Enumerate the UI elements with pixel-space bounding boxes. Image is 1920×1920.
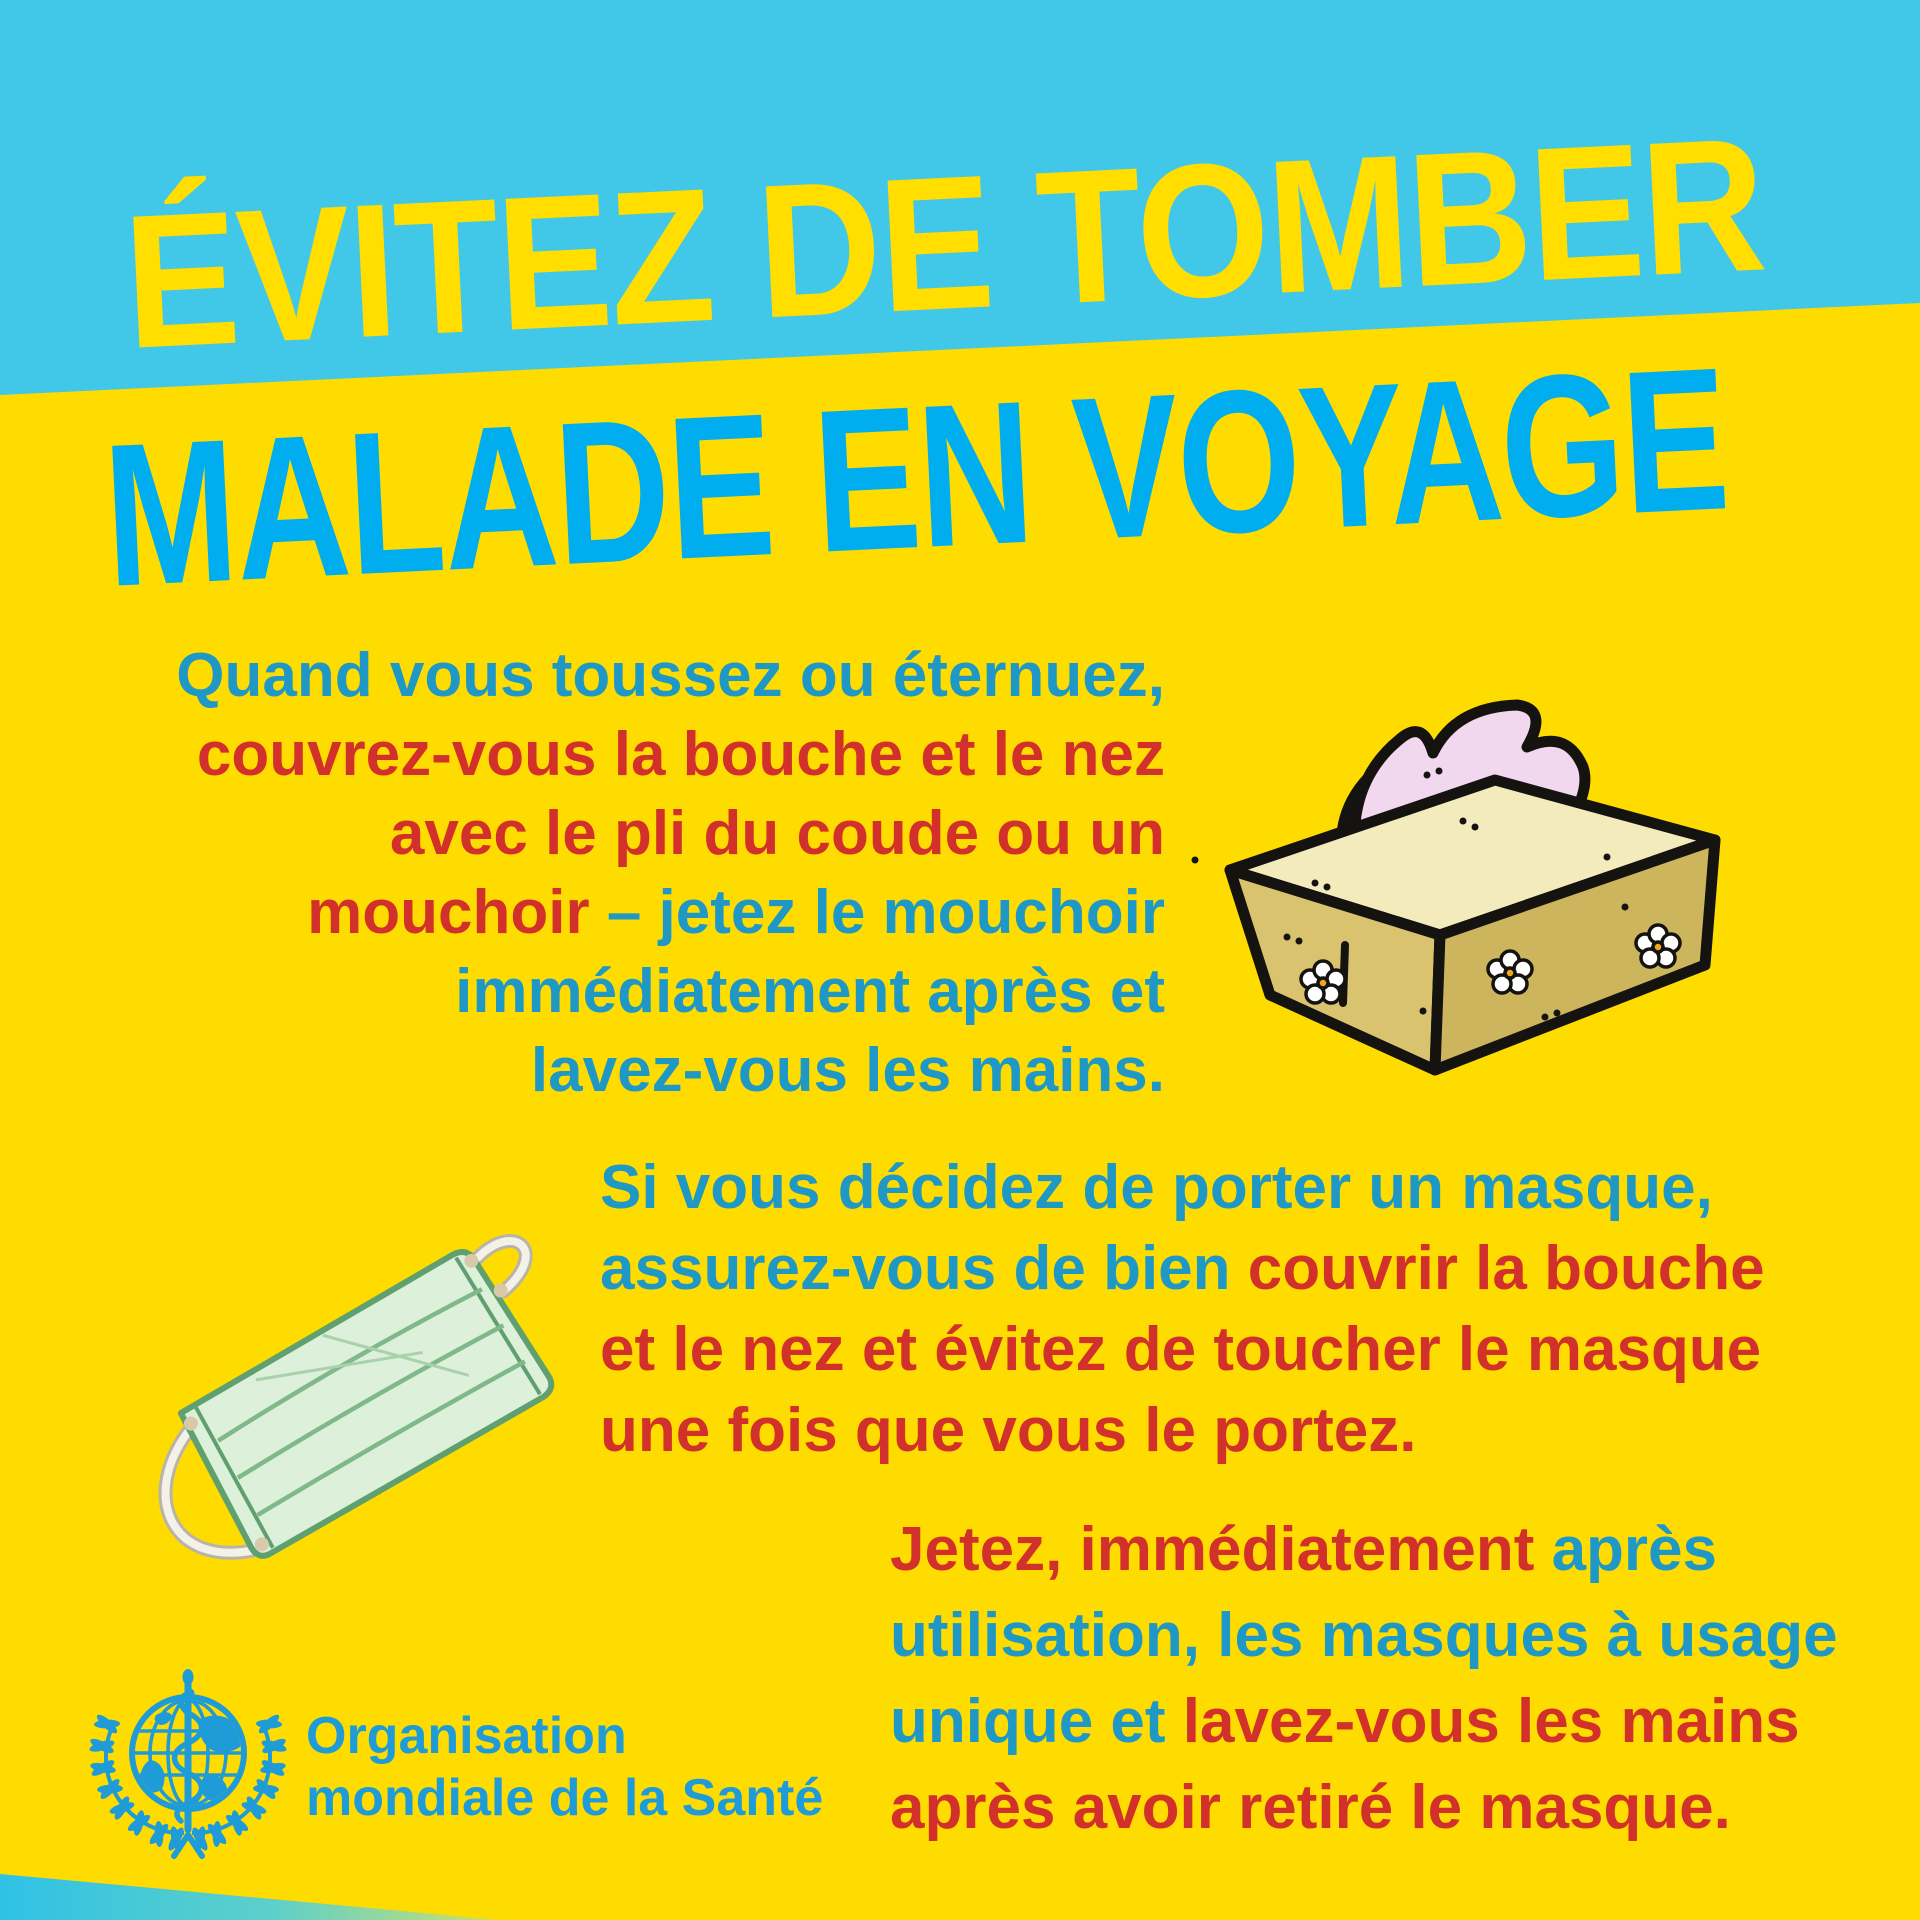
who-logo-text (306, 1705, 823, 1829)
text-line (890, 1679, 1838, 1765)
face-mask-illustration (110, 1230, 610, 1580)
text-line (890, 1593, 1838, 1679)
face-mask-icon (110, 1230, 610, 1580)
text-line (600, 1390, 1765, 1471)
text-segment-red: Jetez, immédiatement (890, 1515, 1535, 1584)
text-line (890, 1507, 1838, 1593)
text-segment-blue: lavez-vous les mains. (530, 1036, 1165, 1105)
text-segment-blue: immédiatement après et (455, 957, 1165, 1026)
text-line (176, 873, 1165, 952)
text-segment-blue: – jetez le mouchoir (606, 878, 1165, 947)
paragraph-cough-advice (176, 636, 1165, 1110)
text-line (600, 1228, 1765, 1309)
text-segment-blue: unique et (890, 1687, 1183, 1756)
text-segment-blue: après (1534, 1515, 1718, 1584)
text-segment-red: après avoir retiré le masque. (890, 1773, 1731, 1842)
text-line (176, 715, 1165, 794)
who-emblem-icon (88, 1663, 288, 1868)
text-segment-blue: assurez-vous de bien (600, 1234, 1248, 1303)
text-segment-red: avec le pli du coude ou un (389, 799, 1165, 868)
text-line (176, 794, 1165, 873)
who-logo-text-line2: mondiale de la Santé (306, 1769, 824, 1827)
text-segment-red: lavez-vous les mains (1182, 1687, 1800, 1756)
text-segment-blue: utilisation, les masques à usage (890, 1601, 1838, 1670)
text-segment-blue: Quand vous toussez ou éternuez, (176, 641, 1165, 710)
who-logo (88, 1663, 823, 1868)
text-line (176, 636, 1165, 715)
paragraph-mask-disposal-advice (890, 1507, 1838, 1851)
text-line (600, 1147, 1765, 1228)
tissue-box-icon (1195, 645, 1745, 1115)
bottom-diagonal-sliver (0, 1874, 500, 1920)
text-segment-red: une fois que vous le portez. (600, 1396, 1417, 1465)
who-logo-text-line1: Organisation (306, 1707, 627, 1765)
text-segment-red: et le nez et évitez de toucher le masque (600, 1315, 1762, 1384)
text-line (600, 1309, 1765, 1390)
text-segment-red: couvrez-vous la bouche et le nez (196, 720, 1165, 789)
paragraph-mask-wearing-advice (600, 1147, 1765, 1471)
text-segment-red: mouchoir (307, 878, 607, 947)
text-line (890, 1765, 1838, 1851)
poster-title-line1-text: ÉVITEZ DE TOMBER (119, 98, 1769, 389)
text-segment-blue: Si vous décidez de porter un masque, (600, 1153, 1713, 1222)
text-line (176, 1031, 1165, 1110)
text-line (176, 952, 1165, 1031)
text-segment-red: couvrir la bouche (1247, 1234, 1765, 1303)
poster-title-line2-text: MALADE EN VOYAGE (99, 325, 1732, 630)
tissue-box-illustration (1195, 645, 1745, 1115)
